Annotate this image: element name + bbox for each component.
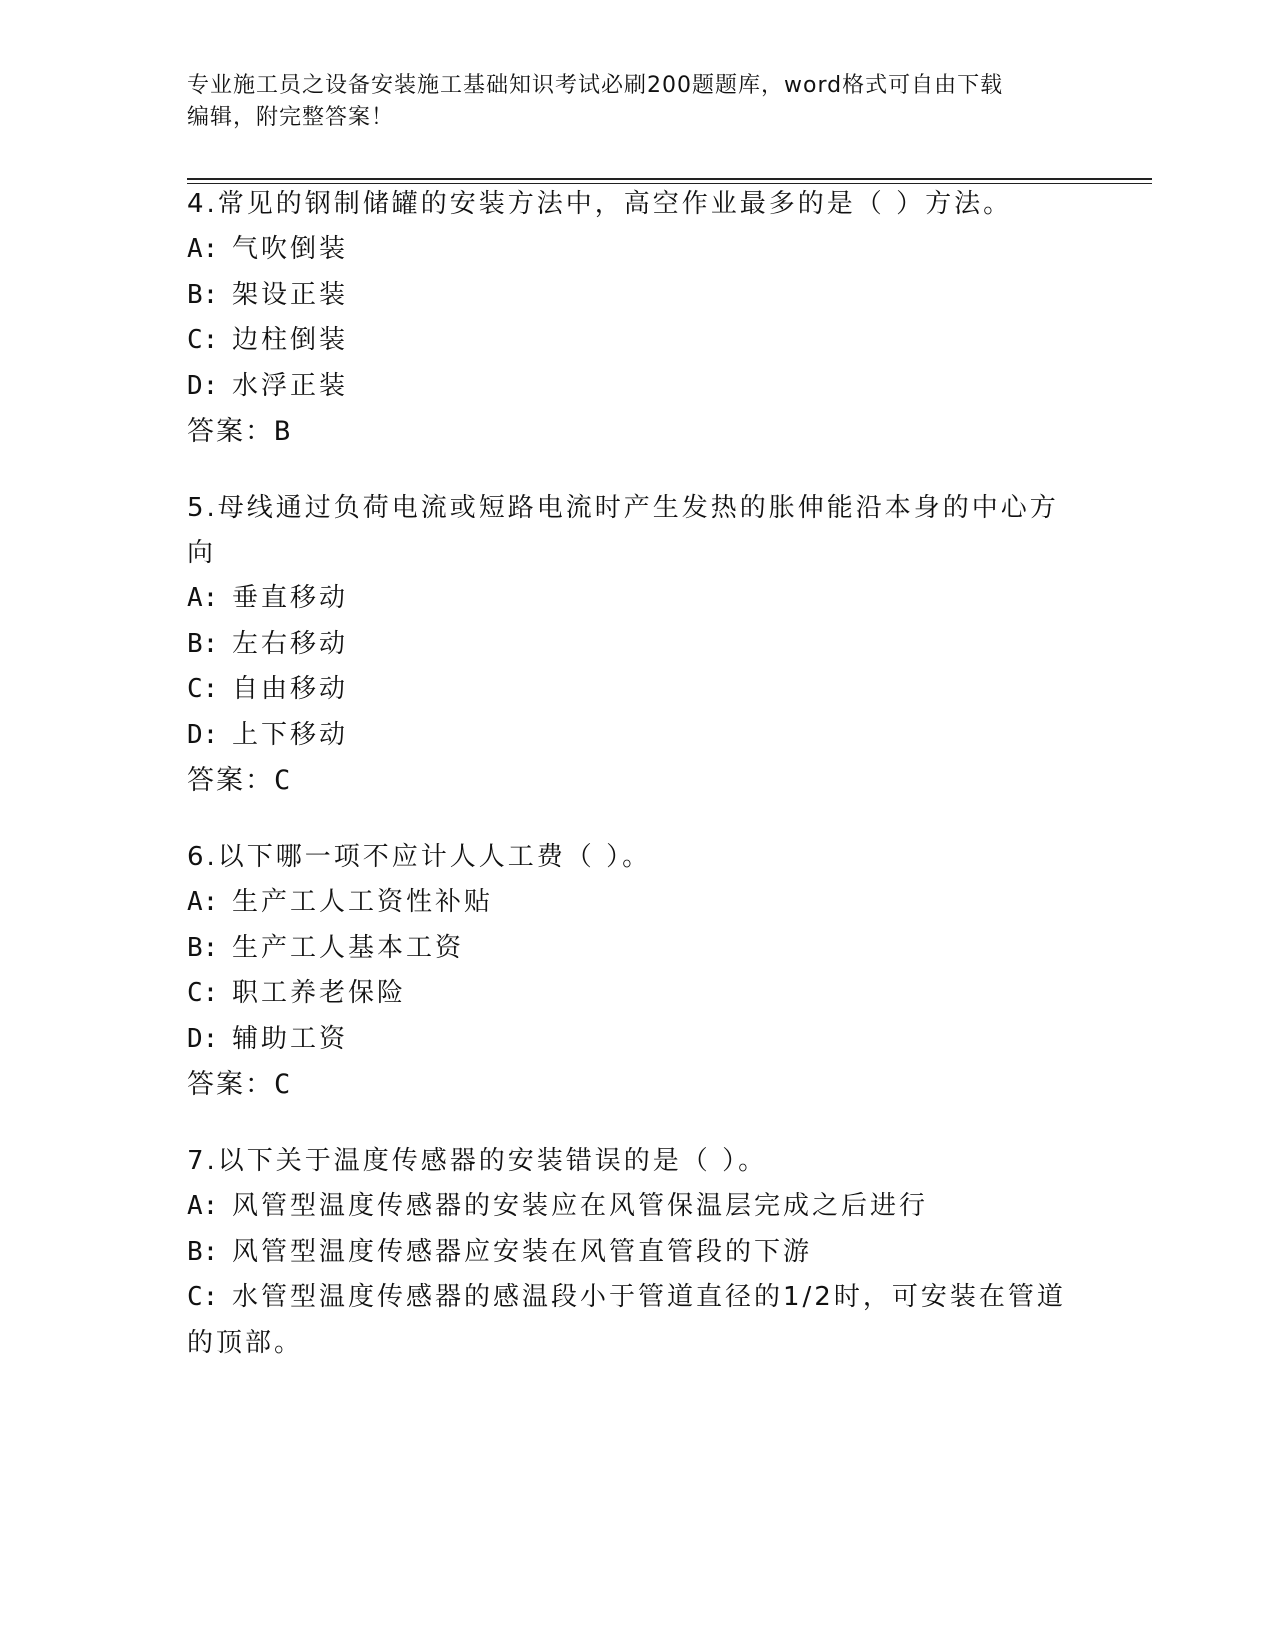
answer-line <box>187 758 1067 803</box>
question-6 <box>187 835 1067 1107</box>
option-key: A: <box>187 887 219 917</box>
option-b <box>187 273 1067 319</box>
option-key: C: <box>187 1282 219 1312</box>
question-stem: 6.以下哪一项不应计人人工费（ ）。 <box>187 842 652 872</box>
option-c <box>187 1275 1067 1321</box>
option-text: 左右移动 <box>232 628 349 659</box>
answer-label: 答案： <box>187 765 274 796</box>
option-key: C: <box>187 325 219 355</box>
option-text: 水管型温度传感器的感温段小于管道直径的1/2时，可安装在管道 <box>232 1282 1066 1312</box>
header-divider-thick <box>187 178 1152 180</box>
option-key: B: <box>187 628 219 659</box>
option-d <box>187 364 1067 410</box>
question-4 <box>187 182 1067 454</box>
option-key: C: <box>187 674 219 704</box>
option-key: A: <box>187 583 219 613</box>
answer-line <box>187 1062 1067 1107</box>
option-text: 职工养老保险 <box>232 978 407 1008</box>
option-key: D: <box>187 370 219 401</box>
option-key: B: <box>187 1236 219 1267</box>
answer-label: 答案： <box>187 1069 274 1100</box>
option-key: D: <box>187 719 219 750</box>
option-text: 架设正装 <box>232 279 349 310</box>
option-c <box>187 667 1067 713</box>
answer-value: B <box>274 416 291 447</box>
answer-line <box>187 409 1067 454</box>
option-c-continuation: 的顶部。 <box>187 1327 304 1358</box>
option-text: 生产工人工资性补贴 <box>232 887 494 917</box>
option-a <box>187 1184 1067 1230</box>
option-a <box>187 227 1067 273</box>
option-key: A: <box>187 1191 219 1221</box>
option-text: 辅助工资 <box>232 1023 349 1054</box>
option-c <box>187 971 1067 1017</box>
option-d <box>187 1017 1067 1063</box>
question-stem-line-1: 5.母线通过负荷电流或短路电流时产生发热的胀伸能沿本身的中心方 <box>187 493 1059 523</box>
option-text: 垂直移动 <box>232 583 349 613</box>
option-text: 水浮正装 <box>232 370 349 401</box>
option-text: 风管型温度传感器的安装应在风管保温层完成之后进行 <box>232 1191 929 1221</box>
option-b <box>187 926 1067 972</box>
option-text: 气吹倒装 <box>232 234 349 264</box>
option-text: 边柱倒装 <box>232 325 349 355</box>
option-b <box>187 622 1067 668</box>
option-key: C: <box>187 978 219 1008</box>
question-5 <box>187 486 1067 803</box>
option-text: 自由移动 <box>232 674 349 704</box>
question-stem: 4.常见的钢制储罐的安装方法中，高空作业最多的是（ ）方法。 <box>187 189 1013 219</box>
option-a <box>187 880 1067 926</box>
option-d <box>187 713 1067 759</box>
option-text: 生产工人基本工资 <box>232 932 465 963</box>
option-key: D: <box>187 1023 219 1054</box>
answer-value: C <box>274 765 291 796</box>
question-7 <box>187 1139 1067 1366</box>
option-key: B: <box>187 279 219 310</box>
document-header <box>187 70 1067 134</box>
question-stem: 7.以下关于温度传感器的安装错误的是（ ）。 <box>187 1146 768 1176</box>
answer-value: C <box>274 1069 291 1100</box>
option-a <box>187 576 1067 622</box>
option-key: B: <box>187 932 219 963</box>
header-line-2: 编辑，附完整答案！ <box>187 105 395 130</box>
option-text: 风管型温度传感器应安装在风管直管段的下游 <box>232 1236 813 1267</box>
option-text: 上下移动 <box>232 719 349 750</box>
answer-label: 答案： <box>187 416 274 447</box>
option-c <box>187 318 1067 364</box>
question-stem-line-2: 向 <box>187 538 217 568</box>
header-line-1: 专业施工员之设备安装施工基础知识考试必刷200题题库，word格式可自由下载 <box>187 73 1004 98</box>
option-b <box>187 1230 1067 1276</box>
option-key: A: <box>187 234 219 264</box>
